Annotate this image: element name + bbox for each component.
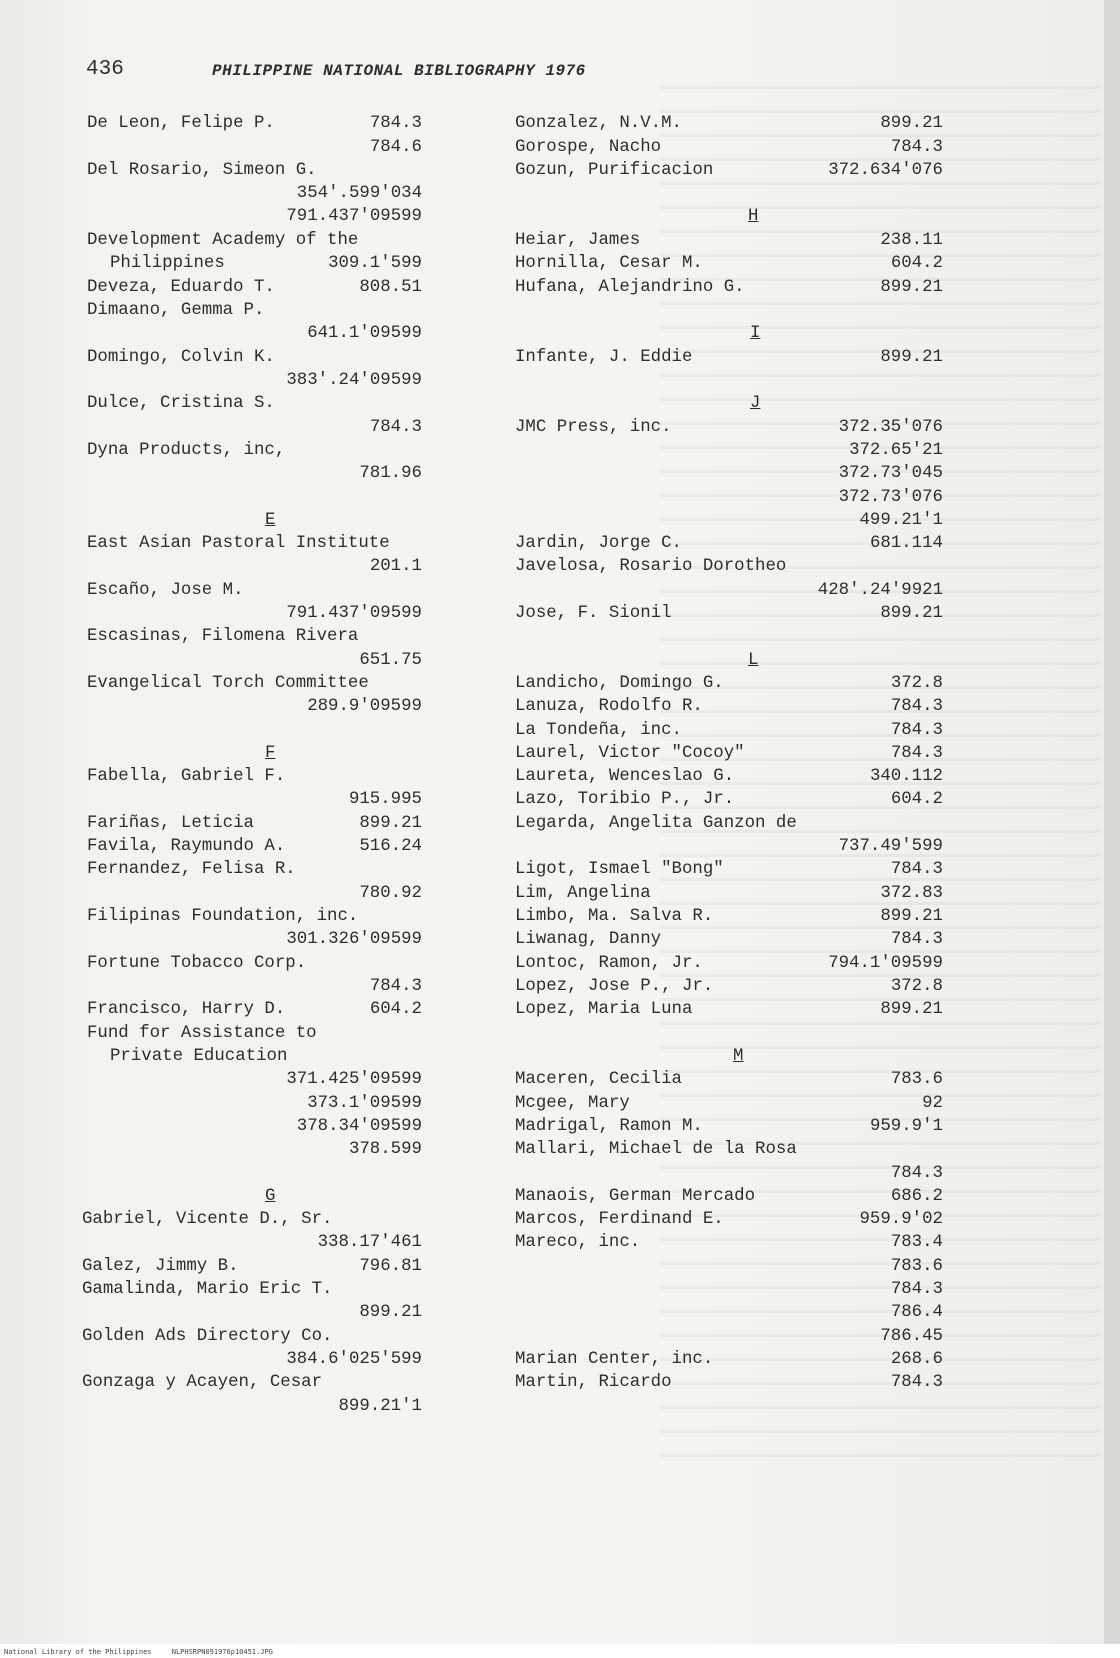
class-number: 786.4 — [890, 1303, 943, 1322]
class-number: 786.45 — [880, 1327, 943, 1346]
entry-name: Golden Ads Directory Co. — [82, 1327, 333, 1346]
class-number: 899.21 — [880, 907, 943, 926]
class-number: 781.96 — [359, 464, 422, 483]
class-number: 383'.24'09599 — [286, 371, 422, 390]
class-number: 784.6 — [369, 138, 422, 157]
class-number: 371.425'09599 — [286, 1070, 422, 1089]
class-number: 372.8 — [890, 977, 943, 996]
class-number: 794.1'09599 — [828, 954, 943, 973]
entry-name: Development Academy of the — [87, 231, 359, 250]
entry-name: Gamalinda, Mario Eric T. — [82, 1280, 333, 1299]
entry-name: Gozun, Purificacion — [515, 161, 714, 180]
section-letter: E — [265, 511, 276, 530]
entry-name: Galez, Jimmy B. — [82, 1257, 239, 1276]
entry-name: Dulce, Cristina S. — [87, 394, 275, 413]
class-number: 784.3 — [890, 1164, 943, 1183]
entry-name: Gorospe, Nacho — [515, 138, 662, 157]
entry-name: Favila, Raymundo A. — [87, 837, 286, 856]
section-letter: M — [733, 1047, 744, 1066]
entry-name: Mcgee, Mary — [515, 1094, 630, 1113]
class-number: 301.326'09599 — [286, 930, 422, 949]
page-header — [86, 58, 886, 88]
class-number: 372.73'076 — [838, 488, 943, 507]
class-number: 959.9'1 — [869, 1117, 943, 1136]
entry-name: Mallari, Michael de la Rosa — [515, 1140, 797, 1159]
entry-name: Fariñas, Leticia — [87, 814, 254, 833]
class-number: 373.1'09599 — [307, 1094, 422, 1113]
entry-name: Legarda, Angelita Ganzon de — [515, 814, 797, 833]
entry-name-continued: Philippines — [110, 254, 225, 273]
entry-name: Mareco, inc. — [515, 1233, 641, 1252]
class-number: 784.3 — [890, 744, 943, 763]
entry-name: Laureta, Wenceslao G. — [515, 767, 735, 786]
entry-name: Fernandez, Felisa R. — [87, 860, 296, 879]
entry-name: Ligot, Ismael "Bong" — [515, 860, 724, 879]
class-number: 784.3 — [369, 418, 422, 437]
entry-name: Lim, Angelina — [515, 884, 651, 903]
entry-name: Liwanag, Danny — [515, 930, 662, 949]
class-number: 372.35'076 — [838, 418, 943, 437]
class-number: 808.51 — [359, 278, 422, 297]
entry-name: Jardin, Jorge C. — [515, 534, 682, 553]
class-number: 784.3 — [369, 977, 422, 996]
class-number: 372.634'076 — [828, 161, 943, 180]
class-number: 959.9'02 — [859, 1210, 943, 1229]
entry-name: Marian Center, inc. — [515, 1350, 714, 1369]
entry-name: Lopez, Maria Luna — [515, 1000, 693, 1019]
class-number: 780.92 — [359, 884, 422, 903]
class-number: 340.112 — [869, 767, 943, 786]
class-number: 899.21 — [880, 348, 943, 367]
class-number: 268.6 — [890, 1350, 943, 1369]
class-number: 737.49'599 — [838, 837, 943, 856]
class-number: 372.83 — [880, 884, 943, 903]
entry-name: Fortune Tobacco Corp. — [87, 954, 307, 973]
class-number: 604.2 — [890, 254, 943, 273]
class-number: 784.3 — [890, 697, 943, 716]
entry-name: Del Rosario, Simeon G. — [87, 161, 317, 180]
class-number: 681.114 — [869, 534, 943, 553]
entry-name: Deveza, Eduardo T. — [87, 278, 275, 297]
entry-name: Marcos, Ferdinand E. — [515, 1210, 724, 1229]
class-number: 899.21 — [880, 604, 943, 623]
entry-name: Limbo, Ma. Salva R. — [515, 907, 714, 926]
entry-name-continued: Private Education — [110, 1047, 288, 1066]
class-number: 899.21 — [880, 1000, 943, 1019]
entry-name: Domingo, Colvin K. — [87, 348, 275, 367]
entry-name: Lontoc, Ramon, Jr. — [515, 954, 703, 973]
entry-name: Landicho, Domingo G. — [515, 674, 724, 693]
class-number: 784.3 — [890, 138, 943, 157]
entry-name: Escaño, Jose M. — [87, 581, 244, 600]
entry-name: La Tondeña, inc. — [515, 721, 682, 740]
entry-name: Hufana, Alejandrino G. — [515, 278, 745, 297]
entry-name: Francisco, Harry D. — [87, 1000, 286, 1019]
class-number: 372.73'045 — [838, 464, 943, 483]
entry-name: Dyna Products, inc, — [87, 441, 286, 460]
entry-name: Evangelical Torch Committee — [87, 674, 369, 693]
entry-name: Lopez, Jose P., Jr. — [515, 977, 714, 996]
class-number: 372.65'21 — [849, 441, 943, 460]
class-number: 641.1'09599 — [307, 324, 422, 343]
class-number: 651.75 — [359, 651, 422, 670]
class-number: 238.11 — [880, 231, 943, 250]
class-number: 796.81 — [359, 1257, 422, 1276]
entry-name: Lanuza, Rodolfo R. — [515, 697, 703, 716]
class-number: 899.21'1 — [338, 1397, 422, 1416]
entry-name: Gabriel, Vicente D., Sr. — [82, 1210, 333, 1229]
entry-name: Gonzalez, N.V.M. — [515, 114, 682, 133]
page-edge-shadow — [1104, 0, 1120, 1658]
scan-footer — [4, 1648, 289, 1656]
class-number: 686.2 — [890, 1187, 943, 1206]
class-number: 784.3 — [890, 860, 943, 879]
class-number: 428'.24'9921 — [817, 581, 943, 600]
entry-name: Jose, F. Sionil — [515, 604, 672, 623]
class-number: 899.21 — [880, 114, 943, 133]
entry-name: East Asian Pastoral Institute — [87, 534, 390, 553]
section-letter: G — [265, 1187, 276, 1206]
section-letter: L — [748, 651, 759, 670]
entry-name: Madrigal, Ramon M. — [515, 1117, 703, 1136]
class-number: 791.437'09599 — [286, 604, 422, 623]
class-number: 915.995 — [348, 790, 422, 809]
entry-name: Javelosa, Rosario Dorotheo — [515, 557, 787, 576]
page-number: 436 — [86, 58, 124, 81]
section-letter: F — [265, 744, 276, 763]
section-letter: I — [750, 324, 761, 343]
class-number: 309.1'599 — [328, 254, 422, 273]
class-number: 899.21 — [359, 1303, 422, 1322]
class-number: 604.2 — [890, 790, 943, 809]
footer-file: NLPHSRPN091976p10451.JPG — [171, 1648, 273, 1656]
entry-name: Escasinas, Filomena Rivera — [87, 627, 359, 646]
entry-name: Infante, J. Eddie — [515, 348, 693, 367]
entry-name: Gonzaga y Acayen, Cesar — [82, 1373, 323, 1392]
class-number: 201.1 — [369, 557, 422, 576]
class-number: 784.3 — [890, 930, 943, 949]
class-number: 899.21 — [880, 278, 943, 297]
entry-name: Manaois, German Mercado — [515, 1187, 756, 1206]
class-number: 783.4 — [890, 1233, 943, 1252]
entry-name: Maceren, Cecilia — [515, 1070, 682, 1089]
section-letter: J — [750, 394, 761, 413]
entry-name: Laurel, Victor "Cocoy" — [515, 744, 745, 763]
class-number: 784.3 — [890, 1280, 943, 1299]
class-number: 289.9'09599 — [307, 697, 422, 716]
class-number: 384.6'025'599 — [286, 1350, 422, 1369]
class-number: 784.3 — [369, 114, 422, 133]
entry-name: Dimaano, Gemma P. — [87, 301, 265, 320]
class-number: 791.437'09599 — [286, 207, 422, 226]
entry-name: Heiar, James — [515, 231, 641, 250]
class-number: 378.34'09599 — [296, 1117, 422, 1136]
entry-name: Fabella, Gabriel F. — [87, 767, 286, 786]
class-number: 372.8 — [890, 674, 943, 693]
entry-name: Martin, Ricardo — [515, 1373, 672, 1392]
class-number: 784.3 — [890, 1373, 943, 1392]
class-number: 92 — [922, 1094, 943, 1113]
entry-name: Hornilla, Cesar M. — [515, 254, 703, 273]
class-number: 783.6 — [890, 1070, 943, 1089]
running-title: PHILIPPINE NATIONAL BIBLIOGRAPHY 1976 — [212, 62, 586, 80]
class-number: 378.599 — [348, 1140, 422, 1159]
entry-name: De Leon, Felipe P. — [87, 114, 275, 133]
section-letter: H — [748, 207, 759, 226]
class-number: 338.17'461 — [317, 1233, 422, 1252]
class-number: 899.21 — [359, 814, 422, 833]
class-number: 499.21'1 — [859, 511, 943, 530]
entry-name: Fund for Assistance to — [87, 1024, 317, 1043]
class-number: 354'.599'034 — [296, 184, 422, 203]
entry-name: JMC Press, inc. — [515, 418, 672, 437]
class-number: 604.2 — [369, 1000, 422, 1019]
class-number: 784.3 — [890, 721, 943, 740]
entry-name: Filipinas Foundation, inc. — [87, 907, 359, 926]
class-number: 516.24 — [359, 837, 422, 856]
class-number: 783.6 — [890, 1257, 943, 1276]
entry-name: Lazo, Toribio P., Jr. — [515, 790, 735, 809]
footer-library: National Library of the Philippines — [4, 1648, 152, 1656]
